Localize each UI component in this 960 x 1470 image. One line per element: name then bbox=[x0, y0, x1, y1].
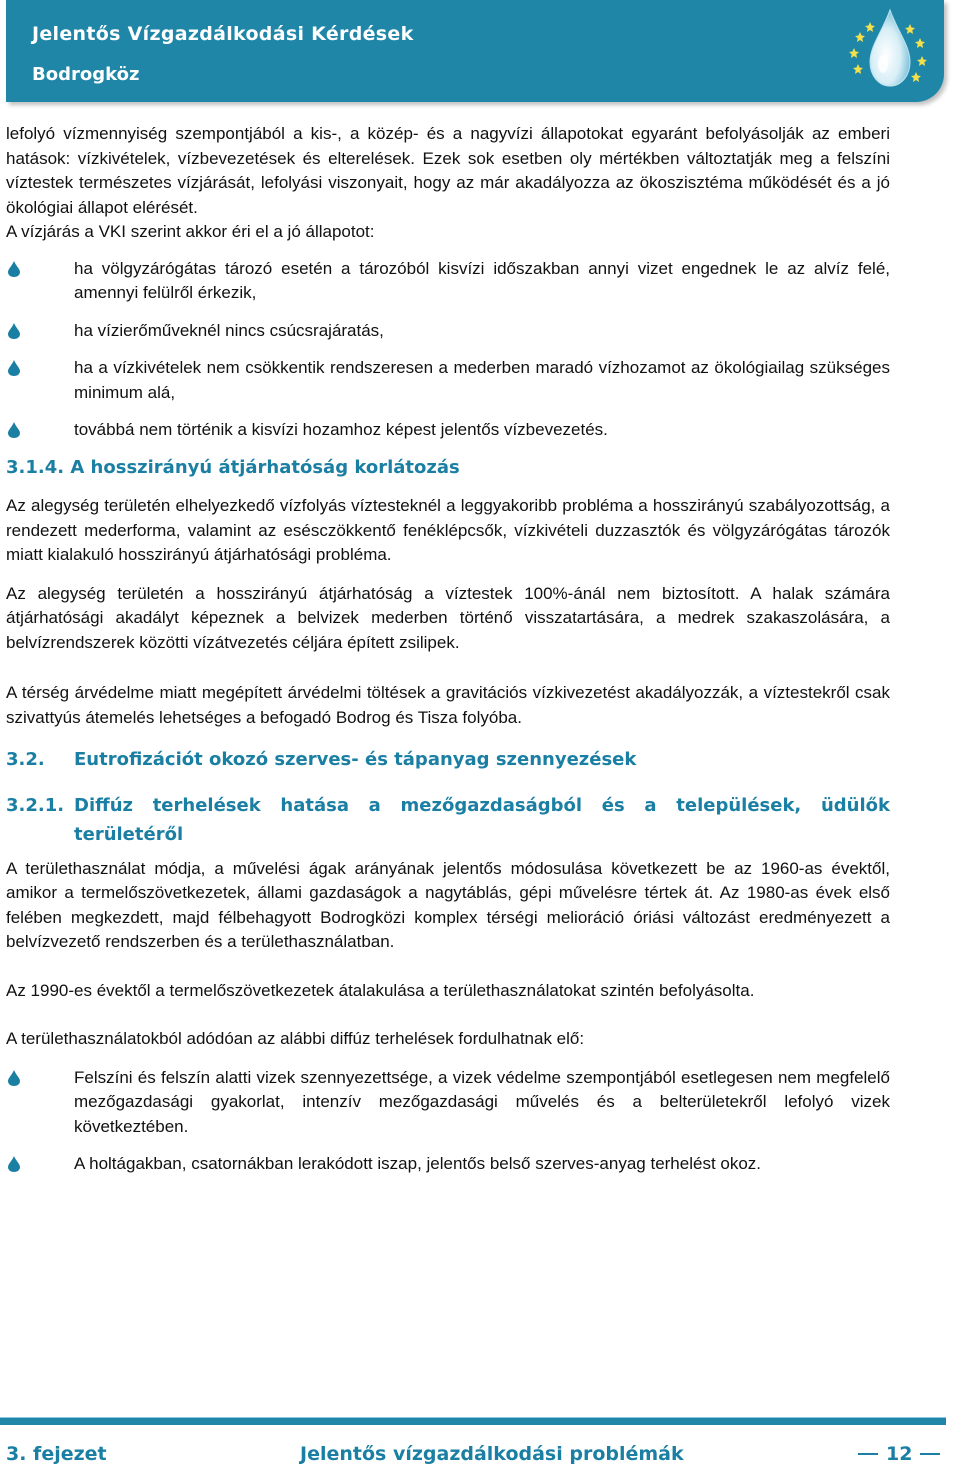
paragraph: Az 1990-es évektől a termelőszövetkezetek átalakulása a területhasználatokat szintén befolyásolta. bbox=[6, 980, 755, 1000]
drop-bullet-icon bbox=[8, 360, 20, 376]
paragraph: Az alegység területén a hosszirányú átjárhatóság a víztestek 100%-ánál nem biztosított. A halak számára átjárhatósági akadályt képeznek a belvizek mederben történő visszatartására, a medrek szakaszolására, a belvízrendszerek közötti vízátvezetés céljára épített zsilipek. bbox=[6, 583, 890, 652]
bullet-list bbox=[6, 1066, 890, 1177]
footer-chapter: 3. fejezet bbox=[6, 1443, 107, 1465]
drop-bullet-icon bbox=[8, 1070, 20, 1086]
paragraph: lefolyó vízmennyiség szempontjából a kis-, a közép- és a nagyvízi állapotokat egyaránt befolyásolják az emberi hatások: vízkivételek, vízbevezetések és elterelések. Ezek sok esetben oly mértékben változtatják meg a felszíni víztestek természetes vízjárását, lefolyási viszonyait, hogy az már akadályozza az ökoszisztéma működését és a jó ökológiai állapot elérését. bbox=[6, 124, 890, 217]
paragraph: A vízjárás a VKI szerint akkor éri el a jó állapotot: bbox=[6, 222, 375, 241]
drop-bullet-icon bbox=[8, 261, 20, 277]
drop-bullet-icon bbox=[8, 422, 20, 438]
list-item: továbbá nem történik a kisvízi hozamhoz képest jelentős vízbevezetés. bbox=[6, 418, 890, 443]
list-item: ha vízierőműveknél nincs csúcsrajáratás, bbox=[6, 319, 890, 344]
dash-icon bbox=[858, 1453, 878, 1455]
page-number: 12 bbox=[858, 1443, 946, 1465]
water-drop-eu-stars-icon bbox=[840, 2, 940, 100]
drop-bullet-icon bbox=[8, 1156, 20, 1172]
section-heading-3-2-1: 3.2.1. Diffúz terhelések hatása a mezőgazdaságból és a települések, üdülők területéről bbox=[6, 794, 890, 845]
footer-divider bbox=[0, 1417, 946, 1425]
paragraph: Az alegység területén elhelyezkedő vízfolyás víztesteknél a leggyakoribb probléma a hosszirányú szabályozottság, a rendezett mederforma, valamint az esésczökkentő fenéklépcsők, vízkivételi duzzasztók és völgyzárógátas tározók miatt kialakuló hosszirányú átjárhatósági probléma. bbox=[6, 496, 890, 564]
dash-icon bbox=[920, 1453, 940, 1455]
section-heading-3-1-4: 3.1.4. A hosszirányú átjárhatóság korlátozás bbox=[6, 456, 460, 478]
list-item: ha a vízkivételek nem csökkentik rendszeresen a mederben maradó vízhozamot az ökológiailag szükséges minimum alá, bbox=[6, 356, 890, 405]
page-header bbox=[6, 0, 944, 102]
paragraph: A térség árvédelme miatt megépített árvédelmi töltések a gravitációs vízkivezetést akadályozzák, a víztestekről csak szivattyús átemelés lehetséges a befogadó Bodrog és Tisza folyóba. bbox=[6, 683, 890, 727]
list-item: A holtágakban, csatornákban lerakódott iszap, jelentős belső szerves-anyag terhelést okoz. bbox=[6, 1152, 890, 1177]
list-item: Felszíni és felszín alatti vizek szennyezettsége, a vizek védelme szempontjából esetlegesen nem megfelelő mezőgazdasági gyakorlat, intenzív mezőgazdasági művelés és a belterületekről lefolyó vizek következtében. bbox=[6, 1066, 890, 1140]
footer-title: Jelentős vízgazdálkodási problémák bbox=[300, 1443, 684, 1465]
bullet-list bbox=[6, 257, 890, 443]
list-item: ha völgyzárógátas tározó esetén a tározóból kisvízi időszakban annyi vizet engednek le az alvíz felé, amennyi felülről érkezik, bbox=[6, 257, 890, 306]
paragraph: A területhasználatokból adódóan az alábbi diffúz terhelések fordulhatnak elő: bbox=[6, 1029, 585, 1048]
header-title: Jelentős Vízgazdálkodási Kérdések bbox=[32, 23, 414, 45]
page-content bbox=[6, 122, 890, 1190]
paragraph: A területhasználat módja, a művelési ágak arányának jelentős módosulása következett be az 1960-as évektől, amikor a termelőszövetkezetek, állami gazdaságok a nagytáblás, gépi művelésre tértek át. Az 1980-as évek első felében megkezdett, majd félbehagyott Bodrogközi komplex térségi melioráció óriási változást eredményezett a belvízvezető rendszerben és a területhasználatban. bbox=[6, 858, 890, 951]
section-heading-3-2: 3.2. Eutrofizációt okozó szerves- és tápanyag szennyezések bbox=[6, 749, 637, 770]
drop-bullet-icon bbox=[8, 323, 20, 339]
header-subtitle: Bodrogköz bbox=[32, 64, 140, 85]
